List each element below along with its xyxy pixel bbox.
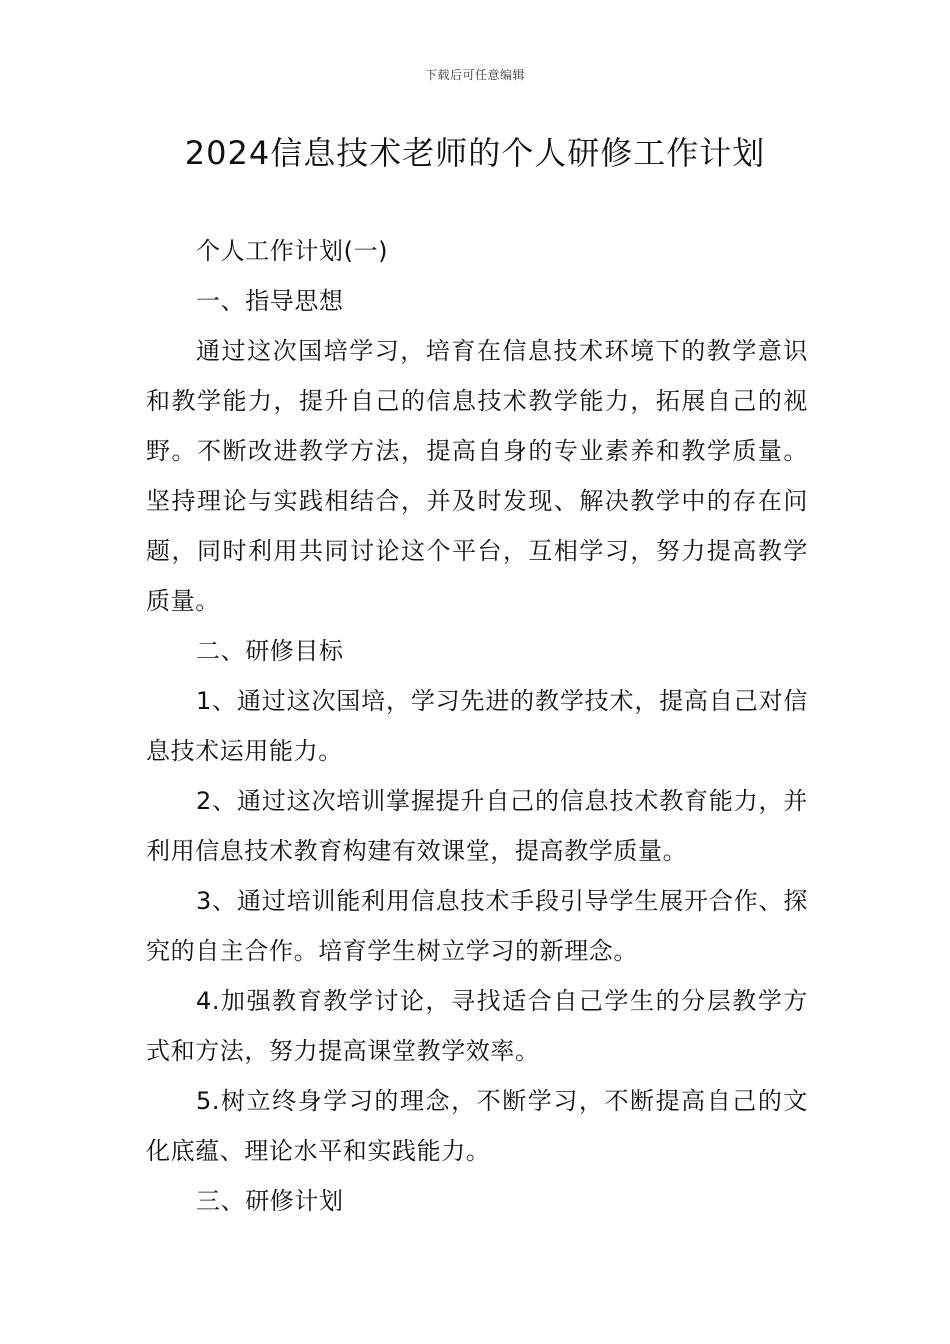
plan-subtitle: 个人工作计划(一): [196, 237, 389, 265]
goal-item-5: 5.树立终身学习的理念，不断学习，不断提高自己的文化底蕴、理论水平和实践能力。: [146, 1087, 808, 1165]
paragraph-guiding-ideology: 通过这次国培学习，培育在信息技术环境下的教学意识和教学能力，提升自己的信息技术教学能力，拓展自己的视野。不断改进教学方法，提高自身的专业素养和教学质量。坚持理论与实践相结合，并及时发现、解决教学中的存在问题，同时利用共同讨论这个平台，互相学习，努力提高教学质量。: [146, 337, 808, 615]
document-body: [146, 226, 808, 1226]
header-note: 下载后可任意编辑: [424, 68, 525, 82]
document-title: 2024信息技术老师的个人研修工作计划: [184, 134, 766, 172]
goal-item-1: 1、通过这次国培，学习先进的教学技术，提高自己对信息技术运用能力。: [146, 687, 808, 765]
goal-item-3: 3、通过培训能利用信息技术手段引导学生展开合作、探究的自主合作。培育学生树立学习的新理念。: [146, 887, 808, 965]
goal-item-4: 4.加强教育教学讨论，寻找适合自己学生的分层教学方式和方法，努力提高课堂教学效率。: [146, 987, 808, 1065]
section-heading-plan: 三、研修计划: [196, 1187, 344, 1215]
section-heading-guiding-ideology: 一、指导思想: [196, 287, 344, 315]
section-heading-goals: 二、研修目标: [196, 637, 344, 665]
goal-item-2: 2、通过这次培训掌握提升自己的信息技术教育能力，并利用信息技术教育构建有效课堂，提高教学质量。: [146, 787, 808, 865]
